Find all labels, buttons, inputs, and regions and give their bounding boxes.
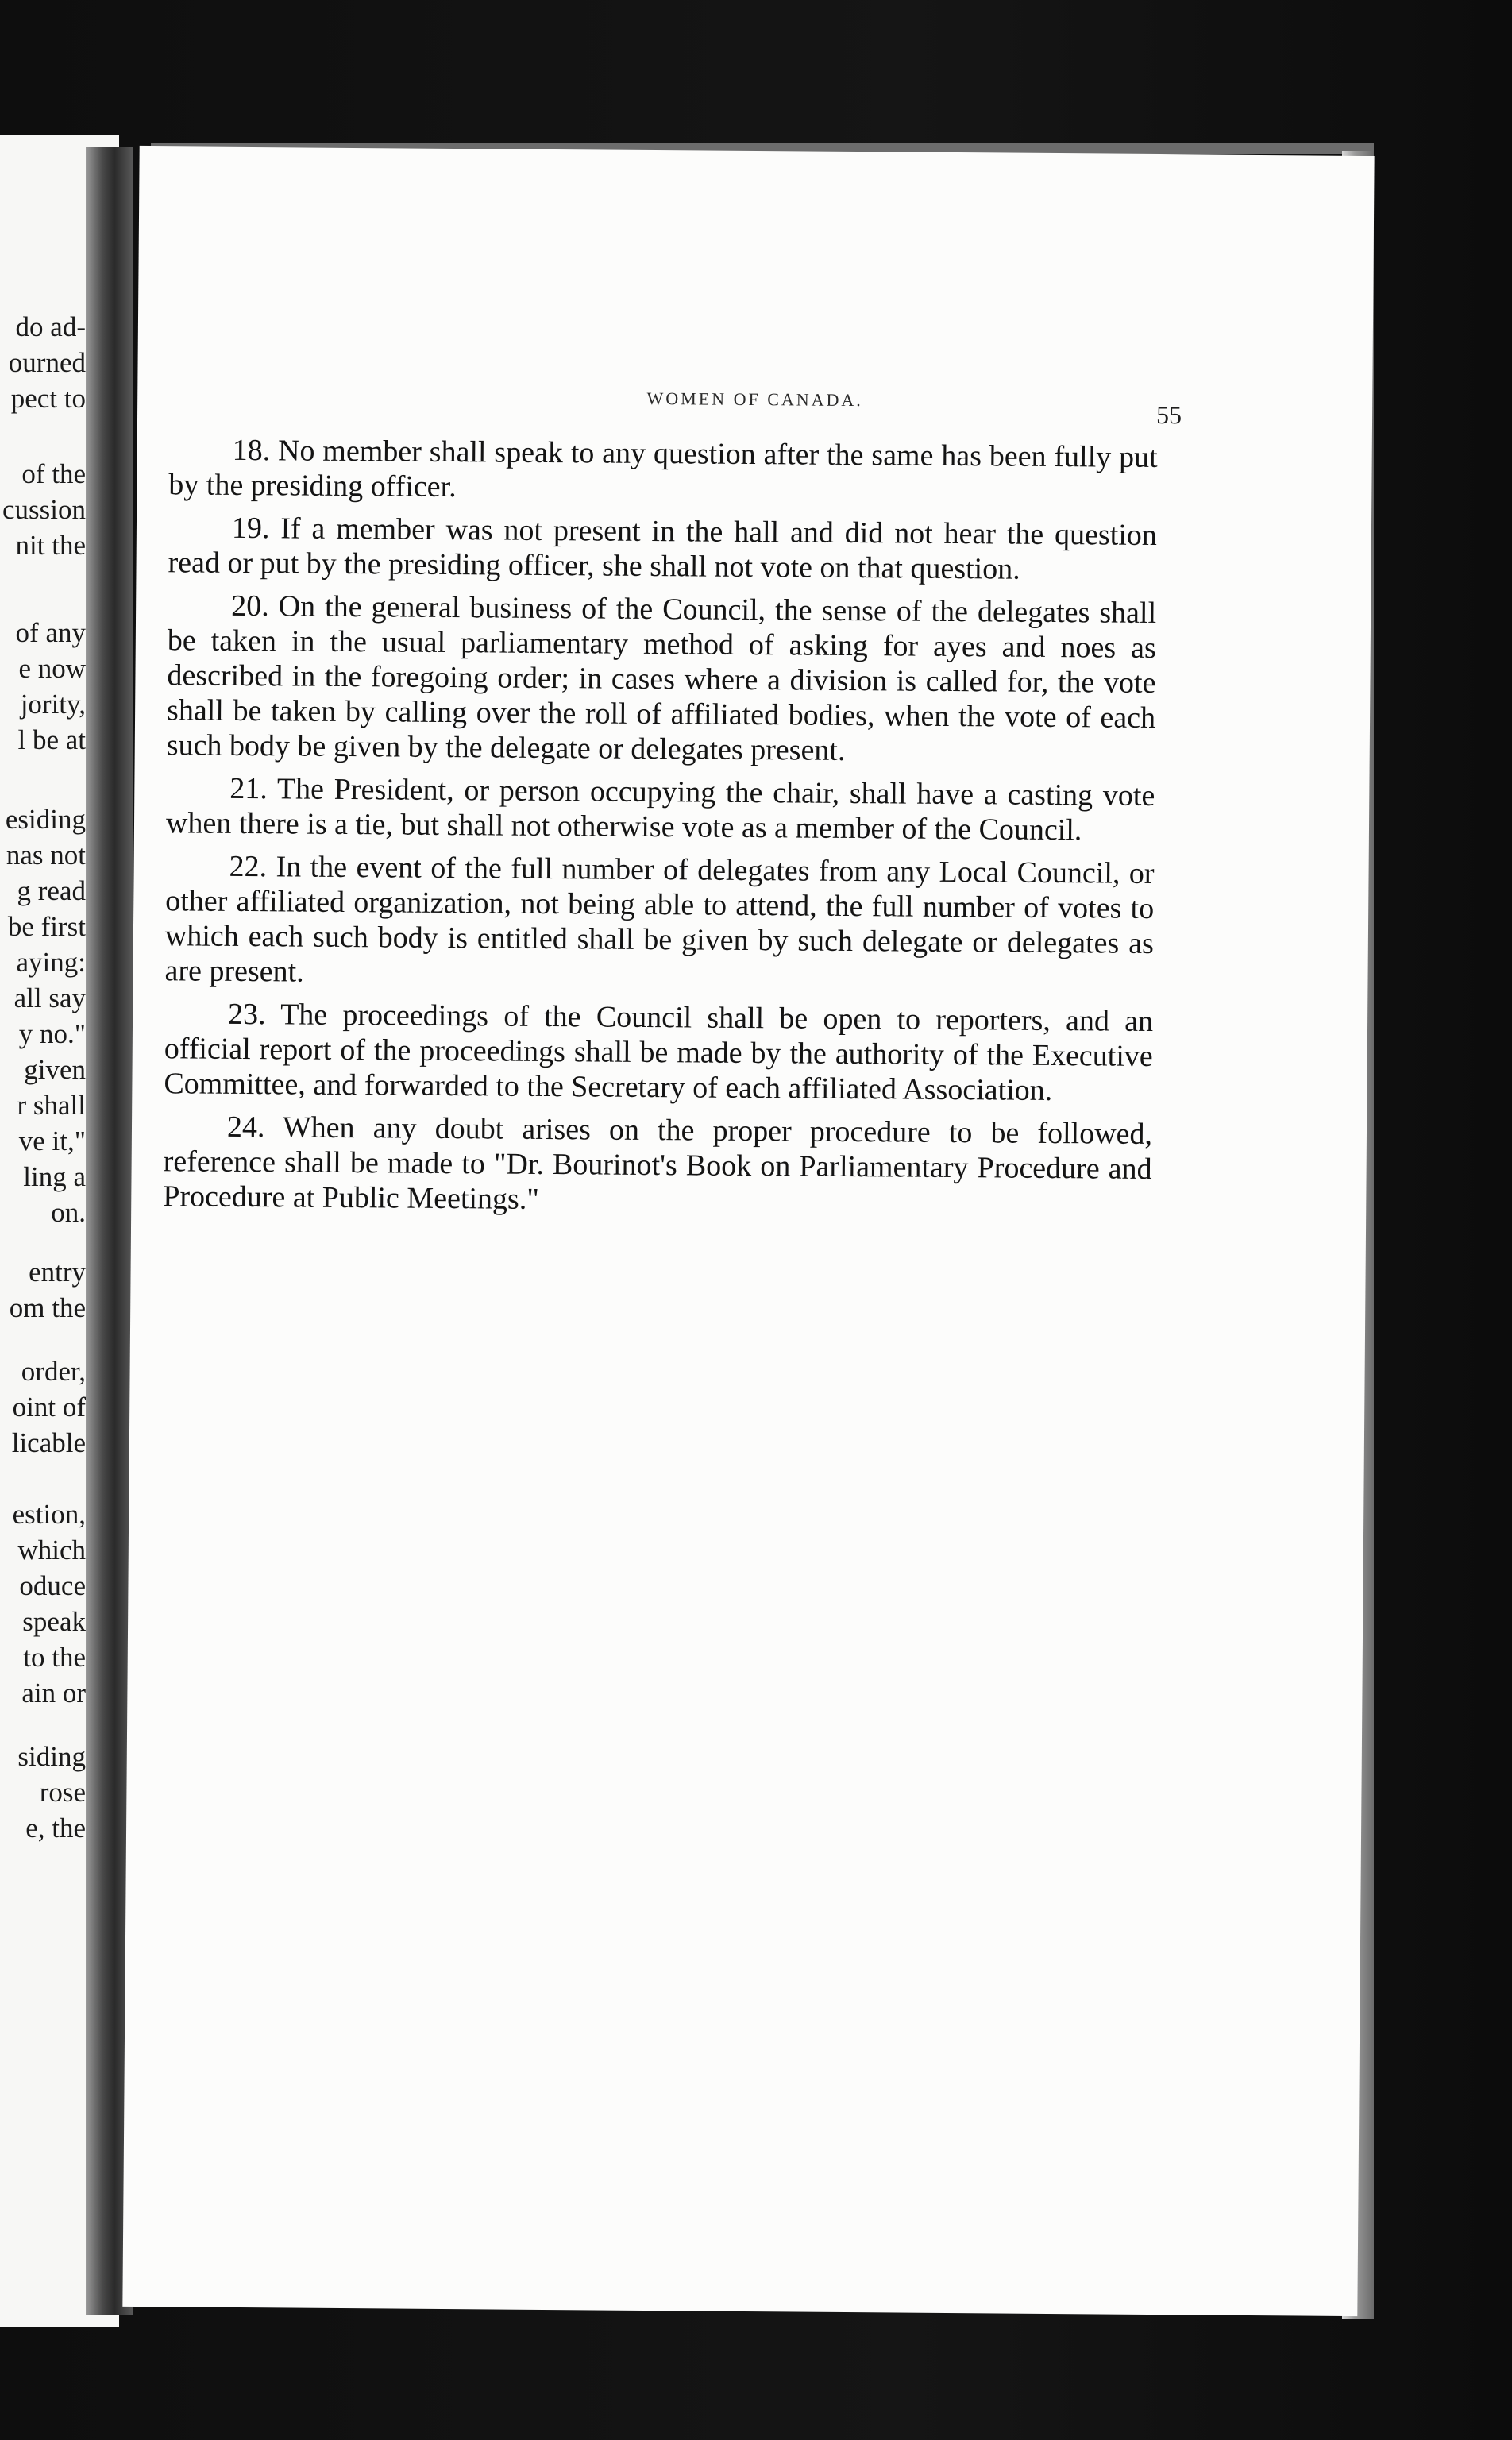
left-page-line: siding — [17, 1741, 86, 1772]
left-page-line: oduce — [19, 1570, 86, 1601]
left-page-line: order, — [21, 1356, 86, 1387]
left-page-line: aying: — [16, 947, 86, 978]
left-page-line: of the — [21, 458, 86, 489]
left-page-line: jority, — [20, 689, 86, 720]
rule-21: 21. The President, or person occupying the chair, shall have a casting vote when there is a tie, but shall not otherwise vote as a member of the Council. — [165, 771, 1155, 847]
page-number: 55 — [1155, 400, 1182, 430]
rule-22: 22. In the event of the full number of delegates from any Local Council, or other affiliated organization, not being able to attend, the full number of votes to which each such body is entitled shall be given by such delegate or delegates as are present. — [164, 849, 1155, 989]
left-page-line: ourned — [8, 347, 86, 378]
rule-20: 20. On the general business of the Council, the sense of the delegates shall be taken in the usual parliamentary method of asking for ayes and noes as described in the foregoing order; in cases where a division is called for, the vote shall be taken by calling over the roll of affiliated bodies, when the vote of each such body be given by the delegate or delegates present. — [166, 589, 1157, 767]
left-page-line: oint of — [12, 1392, 86, 1423]
left-page-line: all say — [14, 983, 86, 1013]
left-page-line: e now — [18, 653, 86, 684]
left-page-line: licable — [11, 1427, 86, 1458]
left-page-line: e, the — [25, 1813, 86, 1844]
left-page-line: be first — [7, 911, 86, 942]
left-page-line: given — [24, 1054, 86, 1085]
left-page-line: rose — [39, 1777, 86, 1808]
left-page-line: speak — [22, 1606, 86, 1637]
left-page-line: nit the — [15, 530, 86, 561]
running-head: WOMEN OF CANADA. — [646, 388, 863, 411]
left-page-line: which — [17, 1535, 86, 1566]
left-page-line: g read — [17, 875, 86, 906]
left-page-line: nas not — [6, 840, 86, 871]
left-page-line: y no." — [18, 1018, 86, 1049]
rule-24: 24. When any doubt arises on the proper procedure to be followed, reference shall be made to "Dr. Bourinot's Book on Parliamentary Procedure and Procedure at Public Meetings." — [163, 1110, 1153, 1216]
left-page-line: estion, — [12, 1499, 86, 1530]
left-page-line: esiding — [5, 804, 86, 835]
left-page-line: entry — [29, 1257, 86, 1288]
left-page-line: ain or — [21, 1678, 86, 1708]
rule-19: 19. If a member was not present in the hall and did not hear the question read or put by the presiding officer, she shall not vote on that question. — [168, 511, 1158, 586]
left-page-line: ve it," — [18, 1125, 86, 1156]
left-page-line: pect to — [10, 383, 86, 414]
left-page-line: cussion — [2, 494, 86, 525]
left-page-line: r shall — [17, 1090, 86, 1121]
left-page-line: of any — [15, 617, 86, 648]
rule-23: 23. The proceedings of the Council shall be open to reporters, and an official report of the proceedings shall be made by the authority of the Executive Committee, and forwarded to the Secretary of each affiliated Association. — [164, 997, 1154, 1108]
left-page-line: om the — [9, 1292, 86, 1323]
left-page-line: do ad- — [15, 311, 86, 342]
left-page-line: on. — [51, 1197, 86, 1228]
left-page-line: l be at — [17, 724, 86, 755]
left-page-line: ling a — [23, 1161, 86, 1192]
rule-18: 18. No member shall speak to any question after the same has been fully put by the presiding officer. — [168, 433, 1158, 504]
left-page-line: to the — [23, 1642, 86, 1673]
current-page — [122, 146, 1374, 2316]
page-body — [163, 432, 1158, 1230]
